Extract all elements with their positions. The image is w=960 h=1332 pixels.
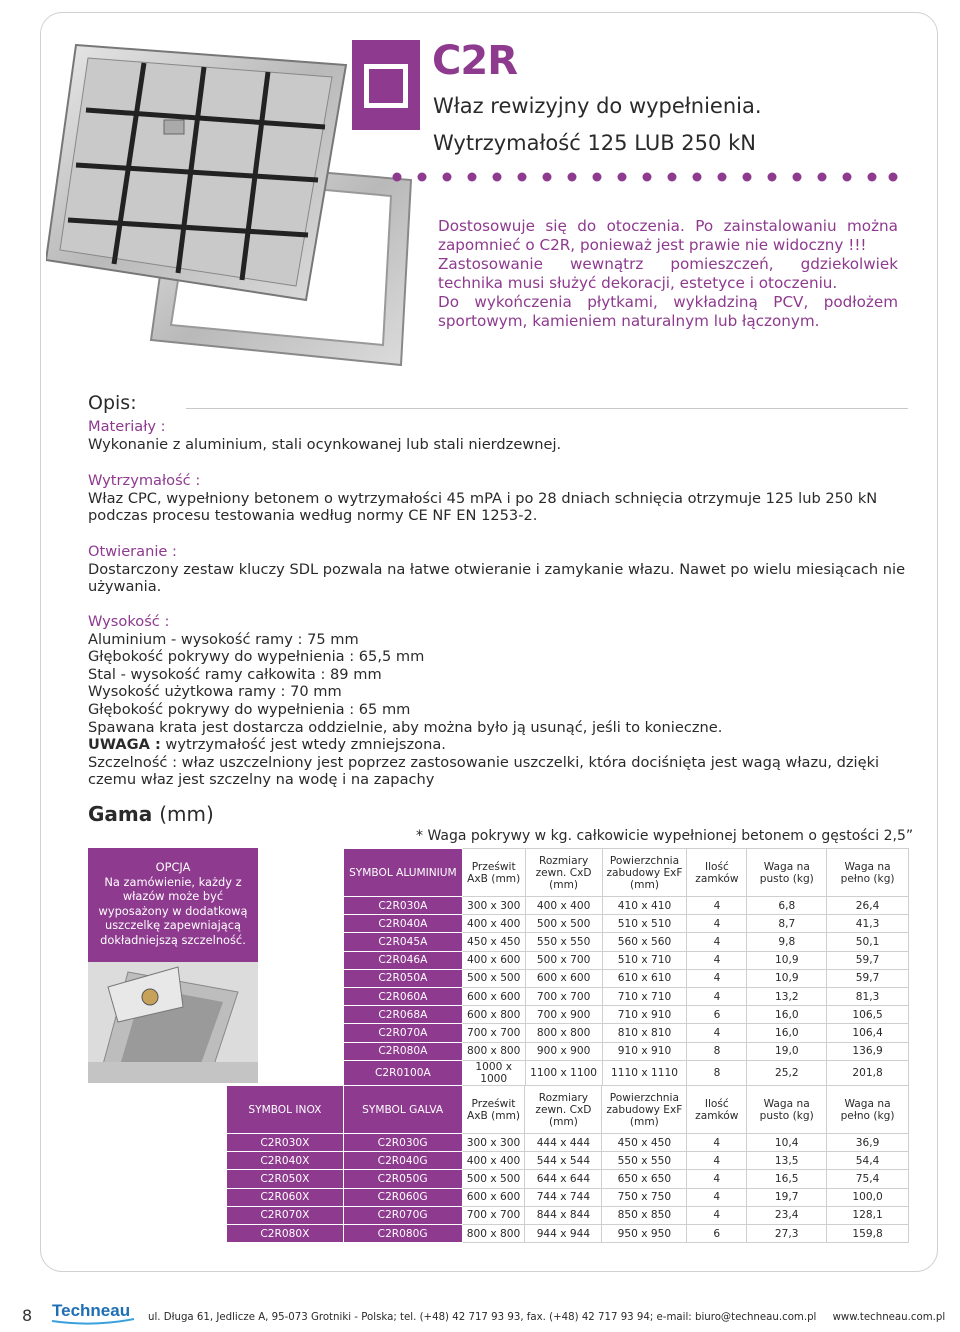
table-cell: 610 x 610 [602, 969, 687, 987]
table-cell: 644 x 644 [525, 1170, 602, 1188]
logo-text: Techneau [52, 1301, 131, 1320]
height-block [88, 613, 908, 789]
table-cell: 600 x 600 [525, 969, 602, 987]
strength-block [88, 472, 908, 525]
table-cell: 100,0 [827, 1188, 909, 1206]
table-cell: 59,7 [827, 969, 909, 987]
table-cell: 136,9 [827, 1042, 909, 1060]
table-cell: C2R030G [343, 1134, 462, 1152]
table-cell: 450 x 450 [602, 1134, 687, 1152]
table-row [227, 1134, 909, 1152]
table-cell: C2R050A [344, 969, 463, 987]
opening-block [88, 543, 908, 596]
table-cell: C2R060A [344, 987, 463, 1005]
table-cell: C2R040G [343, 1152, 462, 1170]
table-cell: 50,1 [827, 933, 909, 951]
option-text: Na zamówienie, każdy z włazów może być wyposażony w dodatkową uszczelkę zapewniającą dokładniejszą szczelność. [98, 874, 248, 947]
table-cell: 23,4 [747, 1206, 827, 1224]
seal-detail-photo [88, 962, 258, 1083]
table-cell: 106,5 [827, 1006, 909, 1024]
table-cell: 159,8 [827, 1224, 909, 1242]
option-title: OPCJA [155, 860, 191, 874]
column-header: Ilość zamków [687, 1086, 747, 1134]
table-cell: 600 x 600 [462, 987, 525, 1005]
table-cell: C2R050X [227, 1170, 344, 1188]
opening-text: Dostarczony zestaw kluczy SDL pozwala na łatwe otwieranie i zamykanie włazu. Nawet po wielu miesiącach nie używania. [88, 560, 906, 596]
table-cell: 106,4 [827, 1024, 909, 1042]
table-cell: 500 x 500 [525, 915, 602, 933]
table-cell: 800 x 800 [462, 1224, 525, 1242]
table-cell: 4 [687, 1024, 747, 1042]
table-cell: 500 x 700 [525, 951, 602, 969]
square-icon [364, 64, 408, 108]
table-cell: 4 [687, 933, 747, 951]
table-row [227, 1170, 909, 1188]
height-line: Głębokość pokrywy do wypełnienia : 65,5 mm [88, 648, 425, 666]
table-cell: 800 x 800 [525, 1024, 602, 1042]
website-link[interactable]: www.techneau.com.pl [832, 1312, 946, 1323]
table-cell: 1110 x 1110 [602, 1060, 687, 1085]
table-cell: 910 x 910 [602, 1042, 687, 1060]
table-cell: 128,1 [827, 1206, 909, 1224]
table-row [344, 969, 909, 987]
table-cell: 4 [687, 1206, 747, 1224]
table-cell: 700 x 900 [525, 1006, 602, 1024]
column-header: SYMBOL INOX [227, 1086, 344, 1134]
table-row [344, 1024, 909, 1042]
table-cell: 850 x 850 [602, 1206, 687, 1224]
intro-paragraph: Dostosowuje się do otoczenia. Po zainstalowaniu można zapomnieć o C2R, ponieważ jest prawie nie widoczny !!! [438, 217, 898, 254]
column-header: Waga na pusto (kg) [747, 1086, 827, 1134]
table-cell: 700 x 700 [462, 1024, 525, 1042]
column-header: Rozmiary zewn. CxD (mm) [525, 1086, 602, 1134]
table-cell: 600 x 600 [462, 1188, 525, 1206]
column-header: Rozmiary zewn. CxD (mm) [525, 849, 602, 897]
table-cell: 710 x 710 [602, 987, 687, 1005]
table-cell: 19,7 [747, 1188, 827, 1206]
table-cell: 900 x 900 [525, 1042, 602, 1060]
column-header: Waga na pełno (kg) [827, 1086, 909, 1134]
column-header: Prześwit AxB (mm) [462, 1086, 525, 1134]
table-cell: 4 [687, 951, 747, 969]
product-code: C2R [432, 38, 517, 84]
table-cell: 59,7 [827, 951, 909, 969]
height-line: Wysokość użytkowa ramy : 70 mm [88, 683, 342, 701]
techneau-logo [48, 1296, 138, 1326]
table-cell: 10,9 [747, 969, 827, 987]
table-cell: C2R050G [343, 1170, 462, 1188]
intro-text [438, 217, 898, 331]
opening-label: Otwieranie : [88, 543, 177, 560]
height-line: Stal - wysokość ramy całkowita : 89 mm [88, 665, 382, 683]
column-header: Powierzchnia zabudowy ExF (mm) [602, 849, 687, 897]
table-row [227, 1224, 909, 1242]
table-cell: C2R070X [227, 1206, 344, 1224]
table-cell: 16,0 [747, 1006, 827, 1024]
table-cell: 1100 x 1100 [525, 1060, 602, 1085]
table-row [344, 1042, 909, 1060]
table-cell: 650 x 650 [602, 1170, 687, 1188]
intro-paragraph: Do wykończenia płytkami, wykładziną PCV, podłożem sportowym, kamieniem naturalnym lub łączonym. [438, 293, 898, 330]
table-cell: 26,4 [827, 897, 909, 915]
table-row [344, 915, 909, 933]
table-cell: C2R080X [227, 1224, 344, 1242]
section-divider [186, 408, 908, 409]
table-cell: 6,8 [747, 897, 827, 915]
table-cell: 944 x 944 [525, 1224, 602, 1242]
table-cell: 4 [687, 897, 747, 915]
weight-footnote: * Waga pokrywy w kg. całkowicie wypełnionej betonem o gęstości 2,5” [416, 828, 914, 844]
product-badge [352, 40, 420, 130]
seal-text: Szczelność : właz uszczelniony jest poprzez zastosowanie uszczelki, która dociśnięta jest wagą włazu, dzięki czemu właz jest szczelny na wodę i na zapachy [88, 753, 880, 789]
table-cell: C2R070A [344, 1024, 463, 1042]
aluminium-table [343, 848, 909, 1086]
table-cell: 700 x 700 [525, 987, 602, 1005]
table-cell: 10,4 [747, 1134, 827, 1152]
materials-block [88, 418, 908, 453]
table-cell: 600 x 800 [462, 1006, 525, 1024]
table-cell: 41,3 [827, 915, 909, 933]
table-cell: 8,7 [747, 915, 827, 933]
table-cell: 9,8 [747, 933, 827, 951]
table-cell: 550 x 550 [525, 933, 602, 951]
height-line: Głębokość pokrywy do wypełnienia : 65 mm [88, 700, 411, 718]
height-label: Wysokość : [88, 613, 170, 630]
table-cell: 8 [687, 1042, 747, 1060]
table-cell: 4 [687, 915, 747, 933]
height-line: Aluminium - wysokość ramy : 75 mm [88, 630, 359, 648]
table-cell: 710 x 910 [602, 1006, 687, 1024]
table-cell: 1000 x 1000 [462, 1060, 525, 1085]
table-cell: 36,9 [827, 1134, 909, 1152]
product-strength: Wytrzymałość 125 LUB 250 kN [433, 131, 756, 155]
table-row [344, 1006, 909, 1024]
table-cell: 400 x 400 [525, 897, 602, 915]
inox-galva-table [226, 1085, 909, 1243]
range-title-text: Gama [88, 802, 153, 826]
table-row [344, 897, 909, 915]
table-cell: 4 [687, 1170, 747, 1188]
table-row [227, 1152, 909, 1170]
table-cell: 450 x 450 [462, 933, 525, 951]
warning-label: UWAGA : [88, 736, 161, 754]
table-row [227, 1188, 909, 1206]
table-cell: 6 [687, 1006, 747, 1024]
column-header: Prześwit AxB (mm) [462, 849, 525, 897]
table-row [344, 951, 909, 969]
column-header: Powierzchnia zabudowy ExF (mm) [602, 1086, 687, 1134]
table-cell: C2R045A [344, 933, 463, 951]
table-cell: 500 x 500 [462, 1170, 525, 1188]
table-cell: 4 [687, 987, 747, 1005]
table-row [344, 933, 909, 951]
range-title [88, 802, 214, 826]
table-cell: C2R040A [344, 915, 463, 933]
table-cell: 510 x 710 [602, 951, 687, 969]
table-cell: C2R080G [343, 1224, 462, 1242]
page-number: 8 [22, 1306, 33, 1325]
table-cell: C2R046A [344, 951, 463, 969]
table-row [227, 1206, 909, 1224]
table-cell: C2R0100A [344, 1060, 463, 1085]
strength-text: Właz CPC, wypełniony betonem o wytrzymałości 45 mPA i po 28 dniach schnięcia otrzymuje 125 lub 250 kN podczas procesu testowania według normy CE NF EN 1253-2. [88, 489, 878, 525]
table-cell: 950 x 950 [602, 1224, 687, 1242]
table-cell: 8 [687, 1060, 747, 1085]
table-row [344, 1060, 909, 1085]
table-cell: 25,2 [747, 1060, 827, 1085]
table-cell: 4 [687, 1134, 747, 1152]
table-cell: 544 x 544 [525, 1152, 602, 1170]
table-cell: C2R030A [344, 897, 463, 915]
warning-line [88, 736, 908, 754]
table-cell: 75,4 [827, 1170, 909, 1188]
table-cell: 810 x 810 [602, 1024, 687, 1042]
table-cell: C2R060G [343, 1188, 462, 1206]
table-cell: C2R070G [343, 1206, 462, 1224]
warning-text: wytrzymałość jest wtedy zmniejszona. [165, 736, 446, 754]
table-cell: 4 [687, 1188, 747, 1206]
column-header: SYMBOL ALUMINIUM [344, 849, 463, 897]
dot-divider [390, 170, 900, 184]
table-cell: 510 x 510 [602, 915, 687, 933]
intro-paragraph: Zastosowanie wewnątrz pomieszczeń, gdziekolwiek technika musi służyć dekoracji, estetyce i otoczeniu. [438, 255, 898, 292]
table-cell: 27,3 [747, 1224, 827, 1242]
table-cell: 800 x 800 [462, 1042, 525, 1060]
table-cell: 6 [687, 1224, 747, 1242]
table-cell: 560 x 560 [602, 933, 687, 951]
table-cell: C2R030X [227, 1134, 344, 1152]
table-cell: 16,5 [747, 1170, 827, 1188]
table-cell: 19,0 [747, 1042, 827, 1060]
table-cell: 300 x 300 [462, 1134, 525, 1152]
table-cell: 4 [687, 1152, 747, 1170]
table-header-row [227, 1086, 909, 1134]
table-cell: 750 x 750 [602, 1188, 687, 1206]
column-header: Ilość zamków [687, 849, 747, 897]
column-header: Waga na pełno (kg) [827, 849, 909, 897]
table-cell: 744 x 744 [525, 1188, 602, 1206]
table-cell: 13,5 [747, 1152, 827, 1170]
option-box [88, 848, 258, 1083]
table-cell: 13,2 [747, 987, 827, 1005]
product-subtitle: Właz rewizyjny do wypełnienia. [433, 94, 762, 118]
table-cell: 444 x 444 [525, 1134, 602, 1152]
table-header-row [344, 849, 909, 897]
table-cell: C2R040X [227, 1152, 344, 1170]
column-header: SYMBOL GALVA [343, 1086, 462, 1134]
table-row [344, 987, 909, 1005]
table-cell: 54,4 [827, 1152, 909, 1170]
range-unit: (mm) [159, 802, 214, 826]
table-cell: 400 x 600 [462, 951, 525, 969]
table-cell: 400 x 400 [462, 915, 525, 933]
materials-text: Wykonanie z aluminium, stali ocynkowanej lub stali nierdzewnej. [88, 435, 562, 453]
table-cell: 16,0 [747, 1024, 827, 1042]
table-cell: C2R068A [344, 1006, 463, 1024]
column-header: Waga na pusto (kg) [747, 849, 827, 897]
table-cell: 550 x 550 [602, 1152, 687, 1170]
materials-label: Materiały : [88, 418, 166, 435]
footer-address [148, 1312, 945, 1323]
table-cell: C2R060X [227, 1188, 344, 1206]
address-text: ul. Długa 61, Jedlicze A, 95-073 Grotniki - Polska; tel. (+48) 42 717 93 93, fax. (+48) 42 717 93 94; e-mail: biuro@techneau.com.pl [148, 1312, 817, 1323]
table-cell: 500 x 500 [462, 969, 525, 987]
description-title: Opis: [88, 392, 137, 414]
table-cell: 400 x 400 [462, 1152, 525, 1170]
table-cell: 300 x 300 [462, 897, 525, 915]
table-cell: 4 [687, 969, 747, 987]
table-cell: 10,9 [747, 951, 827, 969]
table-cell: 844 x 844 [525, 1206, 602, 1224]
table-cell: 81,3 [827, 987, 909, 1005]
strength-label: Wytrzymałość : [88, 472, 201, 489]
height-line: Spawana krata jest dostarcza oddzielnie, aby można było ją usunąć, jeśli to konieczne. [88, 718, 723, 736]
table-cell: 410 x 410 [602, 897, 687, 915]
table-cell: 201,8 [827, 1060, 909, 1085]
table-cell: C2R080A [344, 1042, 463, 1060]
table-cell: 700 x 700 [462, 1206, 525, 1224]
